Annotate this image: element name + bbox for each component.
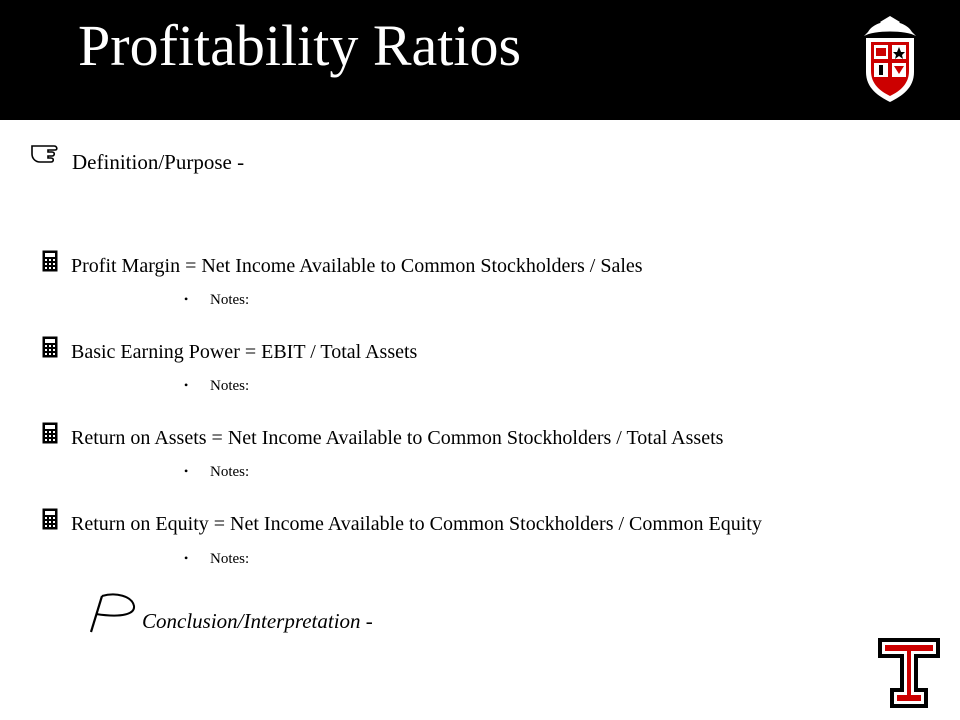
return-on-equity-notes: Notes: xyxy=(210,551,250,567)
bullet-marker: • xyxy=(184,551,189,565)
university-seal-icon xyxy=(858,14,922,104)
basic-earning-power-notes: Notes: xyxy=(210,378,250,394)
bullet-marker: • xyxy=(184,464,189,478)
profit-margin-notes: Notes: xyxy=(210,292,250,308)
slide-title: Profitability Ratios xyxy=(78,13,522,78)
return-on-assets-formula: Return on Assets = Net Income Available to Common Stockholders / Total Assets xyxy=(71,427,724,449)
conclusion-label: Conclusion/Interpretation xyxy=(142,609,361,633)
flag-icon xyxy=(86,592,138,634)
slide-header xyxy=(0,0,960,120)
calculator-icon xyxy=(42,422,58,444)
calculator-icon xyxy=(42,508,58,530)
calculator-icon xyxy=(42,250,58,272)
definition-label: Definition/Purpose - xyxy=(72,150,245,174)
bullet-marker: • xyxy=(184,292,189,306)
profit-margin-formula: Profit Margin = Net Income Available to Common Stockholders / Sales xyxy=(71,255,643,277)
return-on-equity-formula: Return on Equity = Net Income Available to Common Stockholders / Common Equity xyxy=(71,513,762,535)
calculator-icon xyxy=(42,336,58,358)
conclusion-line xyxy=(142,609,373,634)
bullet-marker: • xyxy=(184,378,189,392)
pointing-hand-icon xyxy=(30,140,68,166)
basic-earning-power-formula: Basic Earning Power = EBIT / Total Assets xyxy=(71,341,418,363)
double-t-logo-icon xyxy=(876,636,942,710)
conclusion-dash: - xyxy=(360,609,373,633)
return-on-assets-notes: Notes: xyxy=(210,464,250,480)
